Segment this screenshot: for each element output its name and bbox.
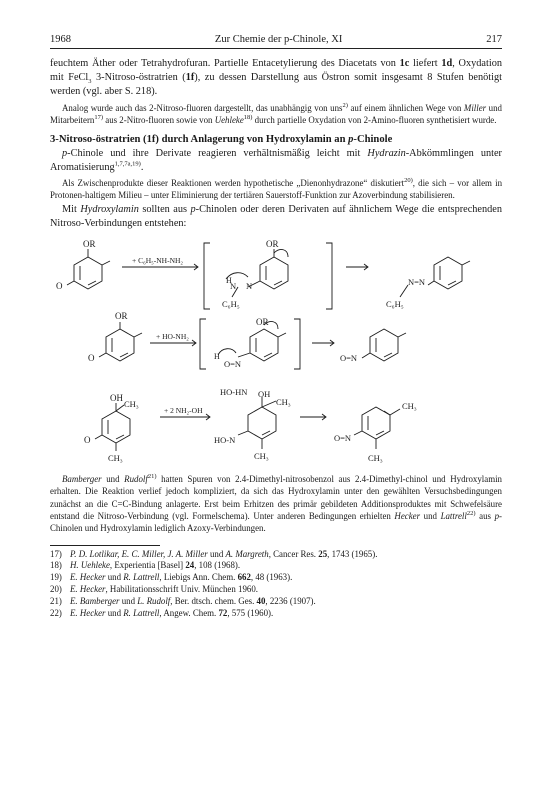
intermediate-ring (260, 257, 288, 289)
footnote-19: 19) E. Hecker und R. Lattrell, Liebigs Ann. Chem. 662, 48 (1963). (50, 572, 293, 583)
running-header (50, 34, 502, 49)
additionsprodukt-ring (248, 407, 276, 439)
footnote-rule (50, 545, 160, 546)
svg-text:OH: OH (258, 389, 271, 400)
paragraph-bamberger: Bamberger und Rudolf$^{21)}$ hatten Spuren von 2.4-Dimethyl-nitrosobenzol aus 2.4-Dimethyl-chinol und Hydroxylamin erhalten. Die Reaktion verlief jedoch kompliziert, da sich das Hydroxylamin unter den gewählten Versuchsbedingungen zunächst an die C=C-Bindung anlagerte. Erst beim Erhitzen des primär gebildeten Additionsproduktes mit Schwefelsäure entstand die Nitroso-Verbindung (vgl. Formelschema). Unter anderen Bedingungen erhielten Hecker und Lattrell$^{22)}$ aus p-Chinolen und Hydroxylamin lediglich Azoxy-Verbindungen. (50, 473, 502, 534)
svg-text:+ HO-NH₂: + HO-NH₂ (156, 332, 189, 342)
svg-text:OR: OR (83, 239, 96, 250)
svg-text:O=N: O=N (334, 433, 352, 444)
footnote-18: 18) H. Uehleke, Experientia [Basel] 24, 108 (1968). (50, 560, 241, 571)
running-title: Zur Chemie der p-Chinole, XI (214, 34, 343, 45)
svg-text:CH₃: CH₃ (402, 401, 417, 412)
page-number: 217 (486, 34, 502, 45)
svg-text:O=N: O=N (340, 353, 358, 364)
reaction-scheme (50, 237, 502, 469)
footnote-22: 22) E. Hecker und R. Lattrell, Angew. Chem. 72, 575 (1960). (50, 607, 274, 618)
svg-text:H: H (214, 352, 220, 362)
svg-text:CH₃: CH₃ (108, 453, 123, 464)
paragraph-hydrazin: p-Chinole und ihre Derivate reagieren verhältnismäßig leicht mit Hydrazin-Abkömmlingen unter Aromatisierung$^{1,7,7a,19)}$. (50, 147, 502, 173)
dienone-ring-2 (106, 329, 134, 361)
svg-text:CH₃: CH₃ (276, 397, 291, 408)
nitroso-product-ring (370, 329, 398, 361)
svg-text:HO-N: HO-N (214, 435, 236, 446)
svg-text:OH: OH (110, 393, 123, 404)
intermediate-ring-2 (250, 329, 278, 361)
svg-text:+ C₆H₅-NH-NH₂: + C₆H₅-NH-NH₂ (132, 256, 184, 266)
svg-text:CH₃: CH₃ (254, 451, 269, 462)
svg-text:+ 2 NH₂-OH: + 2 NH₂-OH (164, 406, 203, 416)
journal-page (50, 34, 502, 619)
bracket-left (204, 243, 210, 309)
dienone-ring (74, 257, 102, 289)
footnote-17: 17) P. D. Lotlikar, E. C. Miller, J. A. Miller und A. Margreth, Cancer Res. 25, 1743 (1965). (50, 548, 378, 559)
svg-text:O: O (56, 281, 63, 292)
section-heading: 3-Nitroso-östratrien (1f) durch Anlagerung von Hydroxylamin an p-Chinole (50, 133, 393, 145)
paragraph-hydroxylamin: Mit Hydroxylamin sollten aus p-Chinolen oder deren Derivaten auf ähnlichem Wege die entsprechenden Nitroso-Verbindungen entstehen: (50, 204, 503, 230)
svg-text:CH₃: CH₃ (124, 399, 139, 410)
dimethyl-chinol-ring (102, 411, 130, 443)
svg-text:HO-HN: HO-HN (220, 387, 248, 398)
svg-text:O: O (88, 353, 95, 364)
svg-text:OR: OR (115, 311, 128, 322)
azo-product-ring (434, 257, 462, 289)
svg-text:C₆H₅: C₆H₅ (386, 299, 404, 310)
bracket-right-2 (294, 319, 300, 369)
svg-text:N: N (246, 281, 253, 292)
footnote-21: 21) E. Bamberger und L. Rudolf, Ber. dtsch. chem. Ges. 40, 2236 (1907). (50, 595, 316, 606)
bracket-right (326, 243, 332, 309)
svg-text:O=N: O=N (224, 359, 242, 370)
svg-text:OR: OR (266, 239, 279, 250)
svg-text:C₆H₅: C₆H₅ (222, 299, 240, 310)
footnote-20: 20) E. Hecker, Habilitationsschrift Univ. München 1960. (50, 584, 258, 595)
paragraph-continuation: feuchtem Äther oder Tetrahydrofuran. Partielle Entacetylierung des Diacetats von 1c liefert 1d, Oxydation mit FeCl$_3$ 3-Nitroso-östratrien (1f), zu dessen Darstellung aus Östron somit insgesamt 8 Stufen benötigt werden (vgl. aber S. 218). (50, 58, 502, 97)
svg-text:OR: OR (256, 317, 269, 328)
bracket-left-2 (200, 319, 206, 369)
svg-text:N=N: N=N (408, 277, 426, 288)
paragraph-dienonhydrazone: Als Zwischenprodukte dieser Reaktionen werden hypothetische „Dienonhydrazone“ diskutiert$^{20)}$, die sich – vor allem in Protonen-haltigem Milieu – unter Eliminierung der tertiären Sauerstoff-Funktion zur Azoverbindung stabilisieren. (50, 176, 503, 200)
svg-text:CH₃: CH₃ (368, 453, 383, 464)
page-year: 1968 (50, 34, 71, 45)
svg-text:N: N (230, 281, 237, 292)
svg-text:H: H (226, 276, 232, 286)
svg-text:O: O (84, 435, 91, 446)
paragraph-nitroso-fluoren: Analog wurde auch das 2-Nitroso-fluoren dargestellt, das unabhängig von uns$^{2)}$ auf einem ähnlichen Wege von Miller und Mitarbeitern$^{17)}$ aus 2-Nitro-fluoren sowie von Uehleke$^{18)}$ durch partielle Oxydation von 2-Amino-fluoren synthetisiert wurde. (50, 102, 502, 126)
